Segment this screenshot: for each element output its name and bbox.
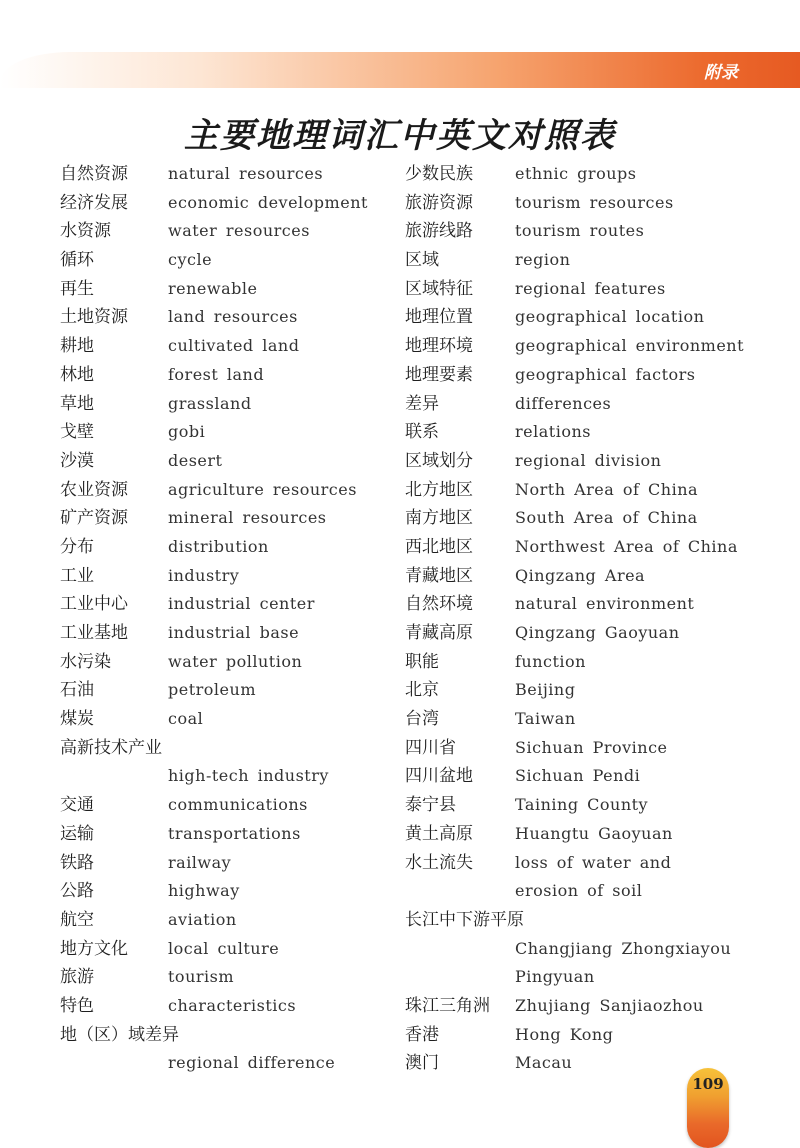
- glossary-row: [405, 877, 755, 906]
- term-english: industrial center: [168, 594, 315, 614]
- glossary-row: [60, 1021, 410, 1050]
- glossary-row: [60, 877, 410, 906]
- term-english: geographical location: [515, 307, 705, 327]
- glossary-row: [405, 504, 755, 533]
- term-chinese: 地理要素: [405, 364, 473, 385]
- term-chinese: 四川省: [405, 737, 456, 758]
- term-english: region: [515, 250, 571, 270]
- term-chinese: 水资源: [60, 221, 111, 242]
- term-chinese: 再生: [60, 278, 94, 299]
- term-chinese: 运输: [60, 823, 94, 844]
- glossary-row: [60, 1049, 410, 1078]
- term-chinese: 黄土高原: [405, 823, 473, 844]
- term-chinese: 地（区）域差异: [60, 1024, 179, 1045]
- glossary-left-column: [60, 160, 410, 1078]
- glossary-row: [60, 705, 410, 734]
- term-english: desert: [168, 450, 223, 470]
- glossary-row: [60, 332, 410, 361]
- term-english: geographical factors: [515, 364, 696, 384]
- term-chinese: 旅游线路: [405, 221, 473, 242]
- glossary-row: [405, 189, 755, 218]
- term-english: Taiwan: [515, 709, 576, 729]
- term-chinese: 土地资源: [60, 307, 128, 328]
- glossary-row: [60, 963, 410, 992]
- glossary-row: [60, 533, 410, 562]
- term-chinese: 少数民族: [405, 164, 473, 184]
- term-english: Zhujiang Sanjiaozhou: [515, 995, 704, 1015]
- glossary-row: [405, 820, 755, 849]
- term-chinese: 北方地区: [405, 479, 473, 500]
- term-english: characteristics: [168, 995, 297, 1015]
- term-english: Changjiang Zhongxiayou: [515, 938, 732, 958]
- term-english: loss of water and: [515, 852, 672, 872]
- term-chinese: 旅游资源: [405, 192, 473, 213]
- term-english: function: [515, 651, 586, 671]
- term-english: Beijing: [515, 680, 576, 700]
- glossary-row: [405, 390, 755, 419]
- term-english: Pingyuan: [515, 967, 595, 987]
- glossary-row: [405, 447, 755, 476]
- term-chinese: 联系: [405, 422, 439, 443]
- glossary-row: [60, 390, 410, 419]
- glossary-row: [60, 361, 410, 390]
- term-english: agriculture resources: [168, 479, 357, 499]
- term-english: water resources: [168, 221, 310, 241]
- term-english: economic development: [168, 192, 368, 212]
- term-chinese: 台湾: [405, 709, 439, 730]
- term-chinese: 地理位置: [405, 307, 473, 328]
- term-chinese: 青藏地区: [405, 565, 473, 586]
- term-english: Hong Kong: [515, 1024, 614, 1044]
- glossary-row: [60, 676, 410, 705]
- term-chinese: 特色: [60, 995, 94, 1016]
- term-english: Taining County: [515, 795, 649, 815]
- term-chinese: 经济发展: [60, 192, 128, 213]
- term-english: grassland: [168, 393, 252, 413]
- term-english: industrial base: [168, 623, 300, 642]
- term-chinese: 长江中下游平原: [405, 909, 524, 930]
- term-chinese: 高新技术产业: [60, 737, 162, 758]
- term-chinese: 西北地区: [405, 536, 473, 557]
- glossary-row: [405, 762, 755, 791]
- glossary-row: [60, 992, 410, 1021]
- term-english: erosion of soil: [515, 881, 643, 901]
- term-english: regional difference: [168, 1053, 336, 1073]
- term-chinese: 区域划分: [405, 450, 473, 471]
- term-chinese: 自然环境: [405, 594, 473, 615]
- term-english: railway: [168, 852, 232, 872]
- glossary-row: [405, 963, 755, 992]
- term-english: tourism resources: [515, 192, 674, 212]
- term-chinese: 泰宁县: [405, 795, 456, 816]
- term-english: forest land: [168, 364, 265, 384]
- term-english: communications: [168, 795, 308, 815]
- page-number: 109: [692, 1075, 724, 1093]
- glossary-row: [60, 791, 410, 820]
- page-title: 主要地理词汇中英文对照表: [184, 116, 616, 156]
- term-chinese: 航空: [60, 909, 94, 930]
- term-english: Sichuan Pendi: [515, 766, 641, 786]
- glossary-row: [405, 275, 755, 304]
- term-english: petroleum: [168, 680, 256, 700]
- glossary-row: [405, 246, 755, 275]
- glossary-row: [405, 361, 755, 390]
- glossary-row: [60, 619, 410, 648]
- glossary-row: [405, 734, 755, 763]
- glossary-row: [60, 160, 410, 189]
- term-chinese: 林地: [60, 364, 94, 385]
- glossary-row: [60, 562, 410, 591]
- glossary-row: [405, 332, 755, 361]
- term-chinese: 沙漠: [60, 450, 94, 471]
- term-english: highway: [168, 881, 240, 901]
- term-chinese: 耕地: [60, 336, 94, 357]
- glossary-row: [60, 820, 410, 849]
- term-english: South Area of China: [515, 508, 698, 528]
- term-chinese: 北京: [405, 680, 439, 701]
- glossary-row: [60, 246, 410, 275]
- term-chinese: 珠江三角洲: [405, 995, 490, 1016]
- glossary-row: [405, 935, 755, 964]
- term-english: Northwest Area of China: [515, 536, 738, 556]
- term-english: local culture: [168, 938, 280, 958]
- term-english: tourism: [168, 967, 235, 987]
- glossary-row: [60, 476, 410, 505]
- term-chinese: 矿产资源: [60, 508, 128, 529]
- term-english: distribution: [168, 536, 269, 556]
- term-chinese: 地理环境: [405, 336, 473, 357]
- term-english: Qingzang Gaoyuan: [515, 623, 680, 642]
- section-label: 附录: [704, 63, 738, 83]
- term-chinese: 煤炭: [60, 709, 94, 730]
- glossary-row: [405, 648, 755, 677]
- glossary-row: [60, 906, 410, 935]
- term-chinese: 香港: [405, 1024, 439, 1045]
- term-chinese: 南方地区: [405, 508, 473, 529]
- term-chinese: 澳门: [405, 1053, 439, 1074]
- term-chinese: 公路: [60, 881, 94, 902]
- term-english: Sichuan Province: [515, 737, 668, 757]
- term-english: tourism routes: [515, 221, 645, 241]
- term-chinese: 交通: [60, 795, 94, 816]
- glossary-row: [405, 676, 755, 705]
- term-english: transportations: [168, 823, 301, 843]
- term-english: geographical environment: [515, 336, 745, 356]
- term-english: Huangtu Gaoyuan: [515, 823, 673, 843]
- glossary-row: [405, 849, 755, 878]
- glossary-row: [405, 533, 755, 562]
- glossary-row: [60, 849, 410, 878]
- term-english: ethnic groups: [515, 164, 637, 183]
- term-chinese: 农业资源: [60, 479, 128, 500]
- header-band: [0, 52, 800, 88]
- term-chinese: 差异: [405, 393, 439, 414]
- term-chinese: 自然资源: [60, 164, 128, 184]
- term-chinese: 工业基地: [60, 623, 128, 643]
- term-chinese: 草地: [60, 393, 94, 414]
- glossary-row: [405, 906, 755, 935]
- term-chinese: 青藏高原: [405, 623, 473, 643]
- term-chinese: 工业中心: [60, 594, 128, 615]
- term-english: cultivated land: [168, 336, 300, 356]
- glossary-row: [405, 619, 755, 648]
- term-english: differences: [515, 393, 612, 413]
- term-chinese: 区域特征: [405, 278, 473, 299]
- term-english: mineral resources: [168, 508, 327, 528]
- glossary-row: [405, 476, 755, 505]
- term-english: regional division: [515, 450, 662, 470]
- glossary-row: [405, 217, 755, 246]
- term-chinese: 旅游: [60, 967, 94, 988]
- glossary-row: [60, 734, 410, 763]
- glossary-row: [60, 935, 410, 964]
- term-english: coal: [168, 709, 204, 729]
- term-chinese: 石油: [60, 680, 94, 701]
- glossary-row: [405, 303, 755, 332]
- term-chinese: 戈壁: [60, 422, 94, 443]
- term-english: water pollution: [168, 651, 303, 671]
- glossary-row: [405, 590, 755, 619]
- term-english: industry: [168, 565, 240, 585]
- glossary-row: [405, 992, 755, 1021]
- term-english: Qingzang Area: [515, 565, 646, 585]
- term-english: high-tech industry: [168, 766, 329, 786]
- term-chinese: 水污染: [60, 651, 111, 672]
- term-english: renewable: [168, 278, 258, 298]
- term-chinese: 四川盆地: [405, 766, 473, 787]
- term-english: North Area of China: [515, 479, 699, 499]
- term-chinese: 区域: [405, 250, 439, 271]
- glossary-row: [60, 303, 410, 332]
- glossary-row: [60, 648, 410, 677]
- glossary-row: [60, 189, 410, 218]
- term-english: natural environment: [515, 594, 695, 614]
- term-chinese: 铁路: [60, 852, 94, 873]
- glossary-row: [405, 791, 755, 820]
- term-english: aviation: [168, 909, 237, 929]
- glossary-row: [60, 275, 410, 304]
- glossary-row: [60, 217, 410, 246]
- term-english: relations: [515, 422, 591, 442]
- glossary-row: [60, 418, 410, 447]
- glossary-row: [405, 1021, 755, 1050]
- term-english: regional features: [515, 278, 666, 298]
- term-english: land resources: [168, 307, 298, 327]
- glossary-row: [405, 160, 755, 189]
- term-chinese: 职能: [405, 651, 439, 672]
- glossary-row: [405, 705, 755, 734]
- glossary-row: [60, 590, 410, 619]
- term-chinese: 工业: [60, 565, 94, 586]
- glossary-right-column: [405, 160, 755, 1078]
- glossary-row: [60, 504, 410, 533]
- term-english: Macau: [515, 1053, 573, 1073]
- glossary-row: [405, 418, 755, 447]
- term-chinese: 地方文化: [60, 938, 128, 959]
- term-english: cycle: [168, 250, 213, 270]
- term-english: gobi: [168, 422, 206, 442]
- term-chinese: 水土流失: [405, 852, 473, 873]
- glossary-row: [405, 562, 755, 591]
- term-chinese: 循环: [60, 250, 94, 271]
- term-chinese: 分布: [60, 536, 94, 557]
- term-english: natural resources: [168, 164, 324, 183]
- glossary-row: [60, 447, 410, 476]
- glossary-row: [60, 762, 410, 791]
